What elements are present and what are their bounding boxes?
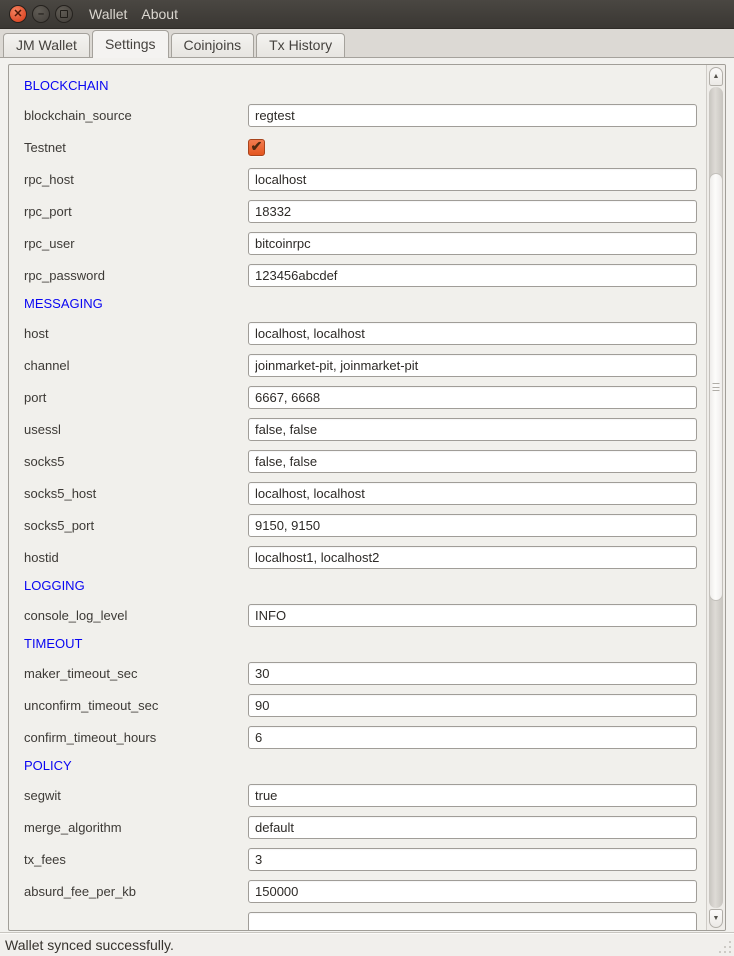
- settings-field-row: [24, 227, 706, 259]
- tab-jm-wallet[interactable]: JM Wallet: [3, 33, 90, 57]
- segwit-input[interactable]: [248, 784, 697, 807]
- settings-field-row: [24, 195, 706, 227]
- port-input[interactable]: [248, 386, 697, 409]
- settings-scroll-area: [8, 64, 726, 931]
- scrollbar-thumb[interactable]: [709, 173, 723, 601]
- socks5-label: socks5: [24, 453, 65, 469]
- unconfirm-timeout-sec-label: unconfirm_timeout_sec: [24, 697, 159, 713]
- console-log-level-input[interactable]: [248, 604, 697, 627]
- socks5-input[interactable]: [248, 450, 697, 473]
- rpc-password-input[interactable]: [248, 264, 697, 287]
- confirm-timeout-hours-input[interactable]: [248, 726, 697, 749]
- host-input[interactable]: [248, 322, 697, 345]
- tx-fees-input[interactable]: [248, 848, 697, 871]
- settings-field-row: [24, 317, 706, 349]
- channel-label: channel: [24, 357, 70, 373]
- settings-form: [9, 65, 706, 931]
- hostid-label: hostid: [24, 549, 59, 565]
- settings-field-row: [24, 509, 706, 541]
- section-header-timeout: TIMEOUT: [24, 636, 83, 651]
- settings-field-row: [24, 381, 706, 413]
- maximize-icon[interactable]: [55, 5, 73, 23]
- absurd-fee-per-kb-input[interactable]: [248, 880, 697, 903]
- settings-field-row: [24, 907, 706, 931]
- rpc-password-label: rpc_password: [24, 267, 105, 283]
- settings-field-row: [24, 779, 706, 811]
- rpc-user-input[interactable]: [248, 232, 697, 255]
- settings-field-row: [24, 445, 706, 477]
- section-header-logging: LOGGING: [24, 578, 85, 593]
- settings-field-row: [24, 599, 706, 631]
- rpc-host-label: rpc_host: [24, 171, 74, 187]
- settings-field-row: [24, 689, 706, 721]
- titlebar: [0, 0, 734, 29]
- absurd-fee-per-kb-label: absurd_fee_per_kb: [24, 883, 137, 899]
- section-header-messaging: MESSAGING: [24, 296, 103, 311]
- section-header-blockchain: BLOCKCHAIN: [24, 78, 109, 93]
- close-icon[interactable]: ✕: [9, 5, 27, 23]
- settings-field-row: [24, 99, 706, 131]
- partial-input[interactable]: [248, 912, 697, 932]
- merge-algorithm-input[interactable]: [248, 816, 697, 839]
- segwit-label: segwit: [24, 787, 61, 803]
- settings-field-row: [24, 413, 706, 445]
- tab-coinjoins[interactable]: Coinjoins: [171, 33, 255, 57]
- resize-grip-icon[interactable]: [718, 940, 731, 953]
- console-log-level-label: console_log_level: [24, 607, 128, 623]
- hostid-input[interactable]: [248, 546, 697, 569]
- section-header-policy: POLICY: [24, 758, 72, 773]
- vertical-scrollbar[interactable]: [706, 65, 725, 930]
- tab-tx-history[interactable]: Tx History: [256, 33, 345, 57]
- scrollbar-trough[interactable]: [709, 87, 723, 908]
- settings-field-row: [24, 541, 706, 573]
- usessl-label: usessl: [24, 421, 61, 437]
- status-message: Wallet synced successfully.: [5, 936, 174, 953]
- socks5-port-input[interactable]: [248, 514, 697, 537]
- scroll-down-icon[interactable]: ▼: [709, 909, 723, 928]
- scroll-up-icon[interactable]: ▲: [709, 67, 723, 86]
- rpc-port-label: rpc_port: [24, 203, 72, 219]
- testnet-label: Testnet: [24, 139, 66, 155]
- settings-field-row: [24, 477, 706, 509]
- tab-settings[interactable]: Settings: [92, 30, 169, 58]
- settings-field-row: [24, 811, 706, 843]
- status-bar: [0, 932, 734, 956]
- port-label: port: [24, 389, 47, 405]
- socks5-host-input[interactable]: [248, 482, 697, 505]
- confirm-timeout-hours-label: confirm_timeout_hours: [24, 729, 157, 745]
- rpc-host-input[interactable]: [248, 168, 697, 191]
- rpc-user-label: rpc_user: [24, 235, 75, 251]
- tab-bar: [0, 29, 734, 57]
- blockchain-source-label: blockchain_source: [24, 107, 132, 123]
- settings-field-row: [24, 843, 706, 875]
- settings-pane: [0, 57, 734, 932]
- unconfirm-timeout-sec-input[interactable]: [248, 694, 697, 717]
- testnet-checkbox[interactable]: [248, 139, 265, 156]
- socks5-host-label: socks5_host: [24, 485, 97, 501]
- settings-field-row: [24, 657, 706, 689]
- maker-timeout-sec-label: maker_timeout_sec: [24, 665, 138, 681]
- menu-about[interactable]: About: [141, 6, 178, 22]
- merge-algorithm-label: merge_algorithm: [24, 819, 122, 835]
- usessl-input[interactable]: [248, 418, 697, 441]
- menu-wallet[interactable]: Wallet: [89, 6, 128, 22]
- maker-timeout-sec-input[interactable]: [248, 662, 697, 685]
- minimize-icon[interactable]: –: [32, 5, 50, 23]
- settings-field-row: [24, 721, 706, 753]
- settings-field-row: [24, 875, 706, 907]
- settings-field-row: [24, 131, 706, 163]
- settings-field-row: [24, 349, 706, 381]
- blockchain-source-input[interactable]: [248, 104, 697, 127]
- tx-fees-label: tx_fees: [24, 851, 66, 867]
- scrollbar-grip-icon: [713, 383, 720, 391]
- check-icon: ✔: [250, 138, 263, 154]
- rpc-port-input[interactable]: [248, 200, 697, 223]
- host-label: host: [24, 325, 49, 341]
- socks5-port-label: socks5_port: [24, 517, 95, 533]
- settings-field-row: [24, 259, 706, 291]
- channel-input[interactable]: [248, 354, 697, 377]
- settings-field-row: [24, 163, 706, 195]
